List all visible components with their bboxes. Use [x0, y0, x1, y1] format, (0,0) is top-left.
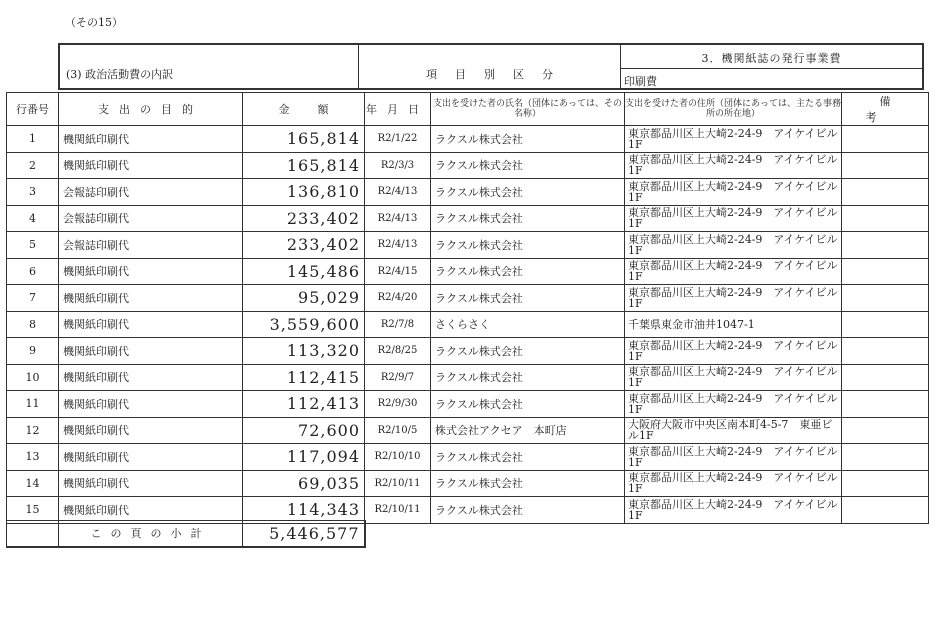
section-header: [58, 43, 924, 90]
row-number: 11: [7, 391, 59, 418]
row-address: [625, 311, 842, 338]
row-remarks: [842, 417, 929, 444]
row-remarks: [842, 338, 929, 365]
category-label-cell: [359, 45, 621, 88]
row-amount: 95,029: [243, 285, 365, 312]
page-label: （その15）: [65, 16, 123, 29]
row-remarks: [842, 126, 929, 153]
row-address: [625, 417, 842, 444]
row-amount: 136,810: [243, 179, 365, 206]
row-recipient: ラクスル株式会社: [431, 205, 625, 232]
row-recipient: ラクスル株式会社: [431, 258, 625, 285]
table-row: [7, 152, 929, 179]
row-purpose: 機関紙印刷代: [59, 391, 243, 418]
row-remarks: [842, 258, 929, 285]
row-date: R2/8/25: [365, 338, 431, 365]
row-address: [625, 497, 842, 524]
row-address-text: 東京都品川区上大崎2-24-9 アイケイビル1F: [628, 207, 838, 230]
expense-table: [6, 92, 929, 524]
row-date: R2/9/7: [365, 364, 431, 391]
row-amount: 112,413: [243, 391, 365, 418]
table-row: [7, 205, 929, 232]
row-address-text: 千葉県東金市油井1047-1: [628, 318, 755, 330]
row-address: [625, 126, 842, 153]
row-date: R2/3/3: [365, 152, 431, 179]
row-address-text: 東京都品川区上大崎2-24-9 アイケイビル1F: [628, 180, 838, 203]
subtotal-table: [6, 520, 366, 548]
row-address: [625, 232, 842, 259]
row-amount: 233,402: [243, 205, 365, 232]
row-remarks: [842, 232, 929, 259]
row-address-text: 大阪府大阪市中央区南本町4-5-7 東亜ビル1F: [628, 419, 833, 442]
row-amount: 114,343: [243, 497, 365, 524]
row-date: R2/4/20: [365, 285, 431, 312]
row-recipient: ラクスル株式会社: [431, 497, 625, 524]
row-remarks: [842, 444, 929, 471]
row-date: R2/10/11: [365, 497, 431, 524]
row-number: 7: [7, 285, 59, 312]
row-address: [625, 391, 842, 418]
table-row: [7, 126, 929, 153]
row-purpose: 機関紙印刷代: [59, 338, 243, 365]
row-purpose: 機関紙印刷代: [59, 470, 243, 497]
col-header-date-label: 年月日: [366, 103, 429, 116]
row-remarks: [842, 179, 929, 206]
subtotal-label: この頁の小計: [59, 521, 243, 547]
table-row: [7, 391, 929, 418]
row-number: 3: [7, 179, 59, 206]
row-address: [625, 444, 842, 471]
row-amount: 233,402: [243, 232, 365, 259]
table-header-row: [7, 93, 929, 126]
row-amount: 165,814: [243, 152, 365, 179]
row-amount: 165,814: [243, 126, 365, 153]
table-row: [7, 258, 929, 285]
row-purpose: 機関紙印刷代: [59, 444, 243, 471]
row-recipient: ラクスル株式会社: [431, 179, 625, 206]
row-purpose: 機関紙印刷代: [59, 364, 243, 391]
row-purpose: 会報誌印刷代: [59, 179, 243, 206]
row-amount: 112,415: [243, 364, 365, 391]
row-remarks: [842, 311, 929, 338]
row-address-text: 東京都品川区上大崎2-24-9 アイケイビル1F: [628, 339, 838, 362]
row-recipient: ラクスル株式会社: [431, 285, 625, 312]
col-header-address: 支出を受けた者の住所（団体にあっては、主たる事務所の所在地）: [625, 93, 842, 126]
row-date: R2/4/15: [365, 258, 431, 285]
table-row: [7, 470, 929, 497]
row-remarks: [842, 364, 929, 391]
row-date: R2/9/30: [365, 391, 431, 418]
row-address: [625, 152, 842, 179]
row-remarks: [842, 391, 929, 418]
row-remarks: [842, 285, 929, 312]
row-recipient: ラクスル株式会社: [431, 470, 625, 497]
row-number: 8: [7, 311, 59, 338]
row-address-text: 東京都品川区上大崎2-24-9 アイケイビル1F: [628, 286, 838, 309]
category-label: 項目別区分: [426, 68, 571, 81]
row-amount: 3,559,600: [243, 311, 365, 338]
row-address-text: 東京都品川区上大崎2-24-9 アイケイビル1F: [628, 233, 838, 256]
table-row: [7, 179, 929, 206]
row-address: [625, 364, 842, 391]
row-purpose: 機関紙印刷代: [59, 258, 243, 285]
col-header-recipient: 支出を受けた者の氏名（団体にあっては、その名称）: [431, 93, 625, 126]
row-address: [625, 285, 842, 312]
table-row: [7, 285, 929, 312]
row-purpose: 機関紙印刷代: [59, 285, 243, 312]
row-address: [625, 205, 842, 232]
table-row: [7, 364, 929, 391]
row-recipient: ラクスル株式会社: [431, 152, 625, 179]
row-address-text: 東京都品川区上大崎2-24-9 アイケイビル1F: [628, 127, 838, 150]
col-header-date: [365, 93, 431, 126]
row-number: 6: [7, 258, 59, 285]
col-header-remarks: [842, 93, 929, 126]
row-recipient: ラクスル株式会社: [431, 444, 625, 471]
row-address: [625, 470, 842, 497]
row-purpose: 機関紙印刷代: [59, 497, 243, 524]
subtotal-amount: 5,446,577: [243, 521, 365, 547]
category-divider: [621, 68, 922, 69]
row-recipient: ラクスル株式会社: [431, 126, 625, 153]
subcategory: 印刷費: [624, 75, 657, 88]
row-number: 1: [7, 126, 59, 153]
row-recipient: ラクスル株式会社: [431, 391, 625, 418]
section-title-cell: [60, 45, 359, 88]
row-number: 14: [7, 470, 59, 497]
row-amount: 117,094: [243, 444, 365, 471]
row-recipient: ラクスル株式会社: [431, 338, 625, 365]
row-purpose: 機関紙印刷代: [59, 417, 243, 444]
row-amount: 145,486: [243, 258, 365, 285]
col-header-purpose: [59, 93, 243, 126]
row-recipient: ラクスル株式会社: [431, 232, 625, 259]
row-number: 10: [7, 364, 59, 391]
col-header-remarks-label: 備考: [865, 95, 919, 124]
row-date: R2/10/5: [365, 417, 431, 444]
row-amount: 113,320: [243, 338, 365, 365]
row-purpose: 機関紙印刷代: [59, 126, 243, 153]
row-date: R2/4/13: [365, 232, 431, 259]
col-header-amount: [243, 93, 365, 126]
row-address-text: 東京都品川区上大崎2-24-9 アイケイビル1F: [628, 260, 838, 283]
row-number: 15: [7, 497, 59, 524]
row-number: 4: [7, 205, 59, 232]
row-date: R2/10/10: [365, 444, 431, 471]
col-header-no: 行番号: [7, 93, 59, 126]
col-header-amount-label: 金額: [278, 103, 357, 116]
category-title: 3．機関紙誌の発行事業費: [701, 52, 842, 65]
row-remarks: [842, 470, 929, 497]
row-address-text: 東京都品川区上大崎2-24-9 アイケイビル1F: [628, 498, 838, 521]
col-header-purpose-label: 支出の目的: [98, 103, 203, 116]
row-address-text: 東京都品川区上大崎2-24-9 アイケイビル1F: [628, 154, 838, 177]
row-address: [625, 338, 842, 365]
row-purpose: 機関紙印刷代: [59, 152, 243, 179]
table-row: [7, 444, 929, 471]
row-address-text: 東京都品川区上大崎2-24-9 アイケイビル1F: [628, 445, 838, 468]
row-address-text: 東京都品川区上大崎2-24-9 アイケイビル1F: [628, 472, 838, 495]
row-remarks: [842, 152, 929, 179]
section-title: (3) 政治活動費の内訳: [66, 68, 174, 81]
table-row: [7, 311, 929, 338]
row-date: R2/1/22: [365, 126, 431, 153]
row-purpose: 会報誌印刷代: [59, 232, 243, 259]
row-date: R2/4/13: [365, 205, 431, 232]
subtotal-blank: [7, 521, 59, 547]
row-recipient: ラクスル株式会社: [431, 364, 625, 391]
table-row: [7, 232, 929, 259]
category-cell: [621, 45, 922, 88]
row-recipient: 株式会社アクセア 本町店: [431, 417, 625, 444]
row-amount: 72,600: [243, 417, 365, 444]
row-address-text: 東京都品川区上大崎2-24-9 アイケイビル1F: [628, 366, 838, 389]
row-number: 9: [7, 338, 59, 365]
row-address: [625, 179, 842, 206]
row-purpose: 機関紙印刷代: [59, 311, 243, 338]
subtotal-row: [7, 521, 365, 547]
row-address-text: 東京都品川区上大崎2-24-9 アイケイビル1F: [628, 392, 838, 415]
row-date: R2/4/13: [365, 179, 431, 206]
row-purpose: 会報誌印刷代: [59, 205, 243, 232]
row-date: R2/7/8: [365, 311, 431, 338]
row-number: 13: [7, 444, 59, 471]
row-date: R2/10/11: [365, 470, 431, 497]
row-address: [625, 258, 842, 285]
row-remarks: [842, 205, 929, 232]
row-number: 12: [7, 417, 59, 444]
row-number: 5: [7, 232, 59, 259]
row-number: 2: [7, 152, 59, 179]
row-remarks: [842, 497, 929, 524]
row-amount: 69,035: [243, 470, 365, 497]
table-body: [7, 126, 929, 524]
table-row: [7, 338, 929, 365]
row-recipient: さくらさく: [431, 311, 625, 338]
table-row: [7, 417, 929, 444]
